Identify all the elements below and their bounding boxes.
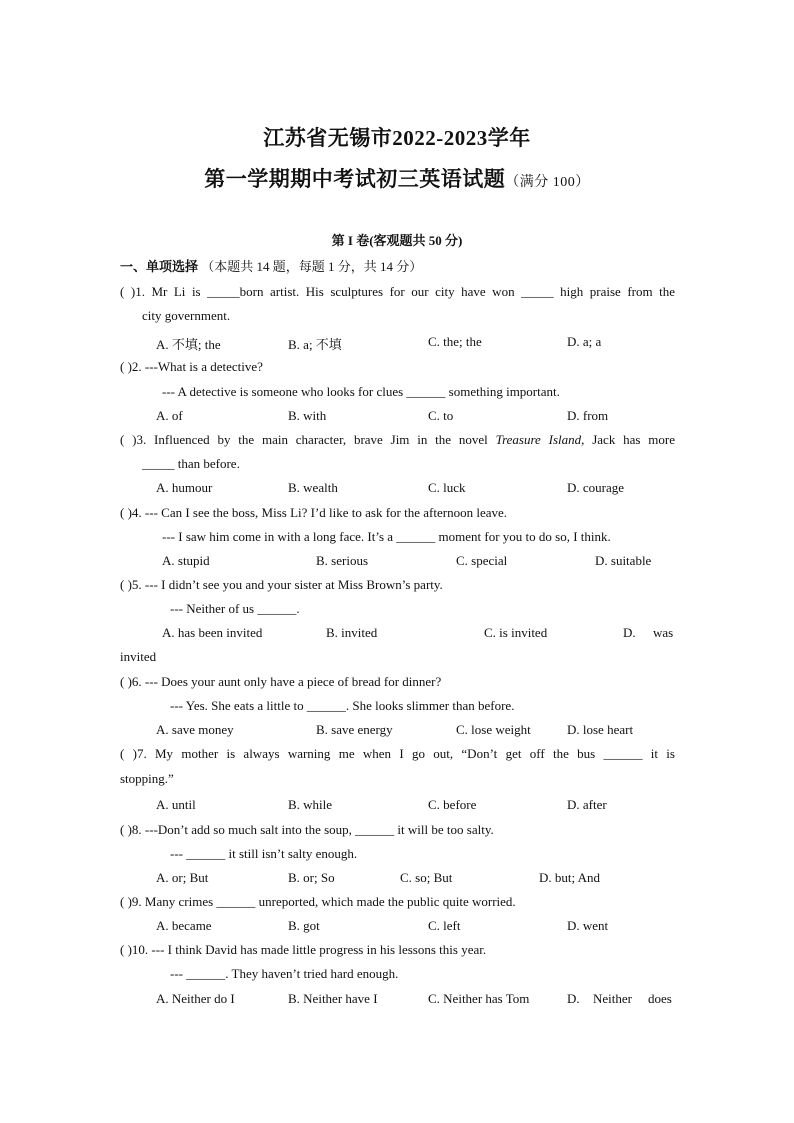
- q10-option-a[interactable]: A. Neither do I: [156, 991, 235, 1006]
- q5-option-a[interactable]: A. has been invited: [162, 625, 263, 640]
- question-2-line1: [120, 359, 263, 375]
- question-1-line1: [120, 284, 675, 300]
- question-5-line1: [120, 577, 443, 593]
- novel-title: Treasure Island: [495, 432, 582, 447]
- q2-option-a[interactable]: A. of: [156, 408, 183, 423]
- question-7-text: 7. My mother is always warning me when I go out, “Don’t get off the bus ______ it is: [136, 746, 675, 761]
- q3-option-d[interactable]: D. courage: [567, 480, 625, 495]
- q7-option-d[interactable]: D. after: [567, 797, 607, 812]
- section-title: 一、单项选择: [120, 259, 199, 274]
- question-10-line1: [120, 942, 486, 958]
- q3-option-a[interactable]: A. humour: [156, 480, 213, 495]
- answer-blank[interactable]: ( ): [120, 505, 132, 520]
- q5-option-d-part2[interactable]: invited: [120, 649, 157, 664]
- answer-blank[interactable]: ( ): [120, 894, 132, 909]
- question-9-text: 9. Many crimes ______ unreported, which made the public quite worried.: [131, 894, 516, 909]
- q3-option-b[interactable]: B. wealth: [288, 480, 338, 495]
- question-10-line2: --- ______. They haven’t tried hard enough.: [170, 966, 399, 981]
- q9-option-c[interactable]: C. left: [428, 918, 461, 933]
- exam-title-main: 第一学期期中考试初三英语试题: [204, 167, 506, 191]
- answer-blank[interactable]: ( ): [120, 359, 132, 374]
- question-3-line2: _____ than before.: [142, 456, 240, 471]
- question-5-line2: --- Neither of us ______.: [170, 601, 300, 616]
- q2-option-c[interactable]: C. to: [428, 408, 454, 423]
- section-note: （本题共 14 题，每题 1 分，共 14 分）: [201, 259, 423, 274]
- q2-option-b[interactable]: B. with: [288, 408, 327, 423]
- question-1-text: 1. Mr Li is _____born artist. His sculptures for our city have won _____ high praise from the: [135, 284, 675, 299]
- q1-option-c[interactable]: C. the; the: [428, 334, 482, 349]
- full-score: （满分 100）: [505, 175, 590, 190]
- q8-option-d[interactable]: D. but; And: [539, 870, 601, 885]
- q5-option-d-letter[interactable]: D.: [623, 625, 636, 640]
- q5-option-d-part1[interactable]: was: [653, 625, 674, 640]
- question-6-line1: [120, 674, 441, 690]
- q1-option-d[interactable]: D. a; a: [567, 334, 602, 349]
- q10-option-d-part1[interactable]: Neither: [593, 991, 632, 1006]
- q1-option-a[interactable]: A. 不填; the: [156, 337, 221, 352]
- q10-option-c[interactable]: C. Neither has Tom: [428, 991, 530, 1006]
- answer-blank[interactable]: ( ): [120, 432, 137, 447]
- q7-option-c[interactable]: C. before: [428, 797, 477, 812]
- question-8-line2: --- ______ it still isn’t salty enough.: [170, 846, 358, 861]
- q4-option-b[interactable]: B. serious: [316, 553, 368, 568]
- exam-title-line2: [0, 163, 794, 193]
- question-1-line2: city government.: [142, 308, 231, 323]
- question-8-text: 8. ---Don’t add so much salt into the soup, ______ it will be too salty.: [131, 822, 494, 837]
- question-3-line1: [120, 432, 675, 448]
- answer-blank[interactable]: ( ): [120, 942, 132, 957]
- question-2-line2: --- A detective is someone who looks for clues ______ something important.: [162, 384, 560, 399]
- q5-option-c[interactable]: C. is invited: [484, 625, 548, 640]
- q10-option-b[interactable]: B. Neither have I: [288, 991, 378, 1006]
- exam-title-line1: 江苏省无锡市2022-2023学年: [263, 126, 531, 150]
- q9-option-d[interactable]: D. went: [567, 918, 609, 933]
- question-2-text: 2. ---What is a detective?: [131, 359, 263, 374]
- q10-option-d-letter[interactable]: D.: [567, 991, 580, 1006]
- question-7-line2: stopping.”: [120, 771, 174, 786]
- question-3-text: 3. Influenced by the main character, brave Jim in the novel: [136, 432, 496, 447]
- question-4-line1: [120, 505, 507, 521]
- q4-option-d[interactable]: D. suitable: [595, 553, 652, 568]
- question-6-text: 6. --- Does your aunt only have a piece of bread for dinner?: [131, 674, 442, 689]
- q9-option-b[interactable]: B. got: [288, 918, 320, 933]
- q6-option-c[interactable]: C. lose weight: [456, 722, 531, 737]
- question-4-line2: --- I saw him come in with a long face. It’s a ______ moment for you to do so, I think.: [162, 529, 611, 544]
- question-9-line1: [120, 894, 516, 910]
- q3-option-c[interactable]: C. luck: [428, 480, 466, 495]
- question-5-text: 5. --- I didn’t see you and your sister at Miss Brown’s party.: [131, 577, 443, 592]
- q7-option-b[interactable]: B. while: [288, 797, 333, 812]
- answer-blank[interactable]: ( ): [120, 746, 137, 761]
- q6-option-b[interactable]: B. save energy: [316, 722, 393, 737]
- q1-option-b[interactable]: B. a; 不填: [288, 337, 342, 352]
- answer-blank[interactable]: ( ): [120, 577, 132, 592]
- question-8-line1: [120, 822, 494, 838]
- q4-option-c[interactable]: C. special: [456, 553, 508, 568]
- q8-option-b[interactable]: B. or; So: [288, 870, 335, 885]
- q6-option-a[interactable]: A. save money: [156, 722, 234, 737]
- q2-option-d[interactable]: D. from: [567, 408, 609, 423]
- q6-option-d[interactable]: D. lose heart: [567, 722, 634, 737]
- answer-blank[interactable]: ( ): [120, 674, 132, 689]
- answer-blank[interactable]: ( ): [120, 284, 136, 299]
- volume-title: 第 I 卷(客观题共 50 分): [331, 233, 463, 248]
- question-7-line1: [120, 746, 675, 762]
- q10-option-d-part2[interactable]: does: [648, 991, 672, 1006]
- q7-option-a[interactable]: A. until: [156, 797, 196, 812]
- question-6-line2: --- Yes. She eats a little to ______. She looks slimmer than before.: [170, 698, 515, 713]
- question-10-text: 10. --- I think David has made little progress in his lessons this year.: [131, 942, 487, 957]
- q8-option-a[interactable]: A. or; But: [156, 870, 209, 885]
- q5-option-b[interactable]: B. invited: [326, 625, 378, 640]
- answer-blank[interactable]: ( ): [120, 822, 132, 837]
- question-4-text: 4. --- Can I see the boss, Miss Li? I’d like to ask for the afternoon leave.: [131, 505, 508, 520]
- section-heading: [120, 256, 422, 275]
- q4-option-a[interactable]: A. stupid: [162, 553, 210, 568]
- question-3-text-end: , Jack has more: [581, 432, 675, 447]
- q8-option-c[interactable]: C. so; But: [400, 870, 453, 885]
- q9-option-a[interactable]: A. became: [156, 918, 212, 933]
